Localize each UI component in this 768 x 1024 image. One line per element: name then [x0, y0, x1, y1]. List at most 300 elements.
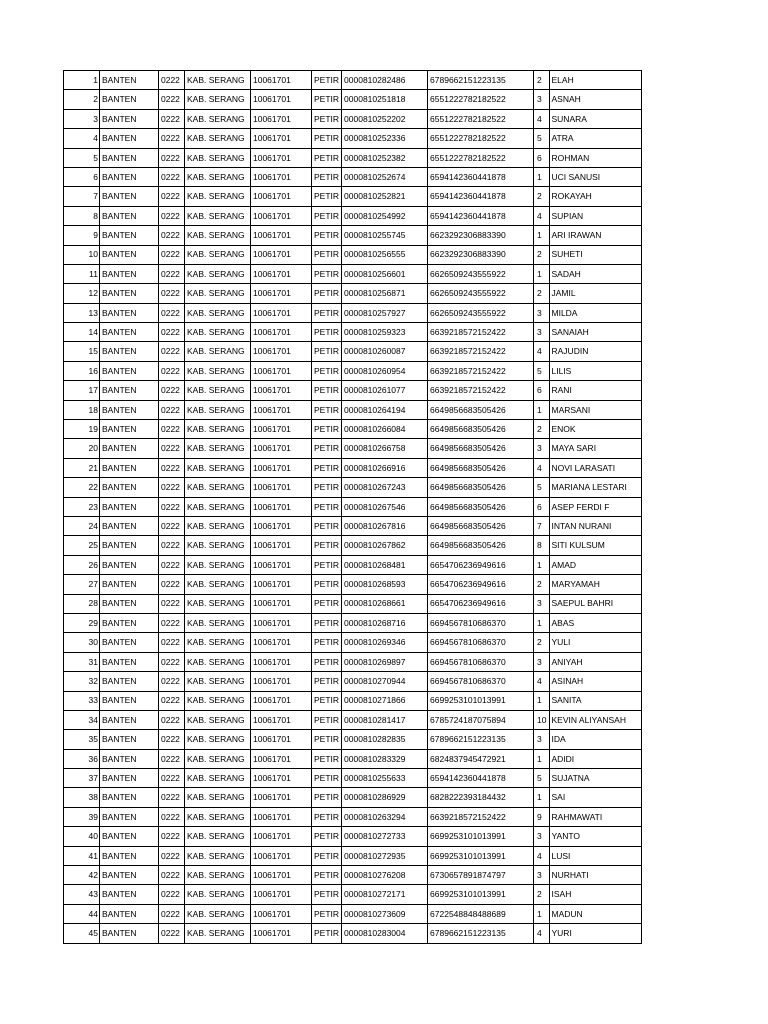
- order-cell: 2: [534, 284, 549, 303]
- nik-cell: 6694567810686370: [428, 652, 534, 671]
- district-cell: PETIR: [312, 730, 342, 749]
- regency-cell: KAB. SERANG: [185, 788, 251, 807]
- table-row: [64, 284, 642, 303]
- npsn-cell: 10061701: [251, 206, 312, 225]
- province-cell: BANTEN: [100, 187, 159, 206]
- number-cell: 0000810268716: [342, 613, 428, 632]
- table-row: [64, 478, 642, 497]
- number-cell: 0000810283329: [342, 749, 428, 768]
- row-number: 34: [64, 710, 100, 729]
- nik-cell: 6639218572152422: [428, 323, 534, 342]
- district-cell: PETIR: [312, 187, 342, 206]
- nik-cell: 6699253101013991: [428, 885, 534, 904]
- number-cell: 0000810255745: [342, 226, 428, 245]
- number-cell: 0000810266084: [342, 420, 428, 439]
- name-cell: LILIS: [549, 361, 641, 380]
- npsn-cell: 10061701: [251, 323, 312, 342]
- nik-cell: 6594142360441878: [428, 769, 534, 788]
- number-cell: 0000810273609: [342, 904, 428, 923]
- name-cell: MADUN: [549, 904, 641, 923]
- province-cell: BANTEN: [100, 129, 159, 148]
- nik-cell: 6694567810686370: [428, 633, 534, 652]
- district-cell: PETIR: [312, 575, 342, 594]
- table-row: [64, 400, 642, 419]
- order-cell: 9: [534, 807, 549, 826]
- number-cell: 0000810272733: [342, 827, 428, 846]
- name-cell: SADAH: [549, 264, 641, 283]
- name-cell: IDA: [549, 730, 641, 749]
- regency-cell: KAB. SERANG: [185, 264, 251, 283]
- district-cell: PETIR: [312, 866, 342, 885]
- table-row: [64, 575, 642, 594]
- name-cell: SUPIAN: [549, 206, 641, 225]
- number-cell: 0000810252202: [342, 109, 428, 128]
- province-cell: BANTEN: [100, 555, 159, 574]
- name-cell: AMAD: [549, 555, 641, 574]
- province-cell: BANTEN: [100, 148, 159, 167]
- nik-cell: 6785724187075894: [428, 710, 534, 729]
- number-cell: 0000810267243: [342, 478, 428, 497]
- province-cell: BANTEN: [100, 749, 159, 768]
- province-cell: BANTEN: [100, 90, 159, 109]
- name-cell: ADIDI: [549, 749, 641, 768]
- province-cell: BANTEN: [100, 400, 159, 419]
- name-cell: ISAH: [549, 885, 641, 904]
- name-cell: ELAH: [549, 71, 641, 90]
- npsn-cell: 10061701: [251, 187, 312, 206]
- province-cell: BANTEN: [100, 536, 159, 555]
- district-cell: PETIR: [312, 594, 342, 613]
- code-cell: 0222: [159, 245, 185, 264]
- npsn-cell: 10061701: [251, 109, 312, 128]
- nik-cell: 6722548848488689: [428, 904, 534, 923]
- regency-cell: KAB. SERANG: [185, 245, 251, 264]
- province-cell: BANTEN: [100, 226, 159, 245]
- number-cell: 0000810252336: [342, 129, 428, 148]
- name-cell: SUJATNA: [549, 769, 641, 788]
- row-number: 14: [64, 323, 100, 342]
- row-number: 21: [64, 458, 100, 477]
- order-cell: 3: [534, 827, 549, 846]
- province-cell: BANTEN: [100, 652, 159, 671]
- order-cell: 3: [534, 303, 549, 322]
- district-cell: PETIR: [312, 129, 342, 148]
- npsn-cell: 10061701: [251, 846, 312, 865]
- order-cell: 4: [534, 458, 549, 477]
- number-cell: 0000810252674: [342, 167, 428, 186]
- district-cell: PETIR: [312, 536, 342, 555]
- row-number: 12: [64, 284, 100, 303]
- order-cell: 6: [534, 497, 549, 516]
- regency-cell: KAB. SERANG: [185, 691, 251, 710]
- number-cell: 0000810252821: [342, 187, 428, 206]
- district-cell: PETIR: [312, 827, 342, 846]
- npsn-cell: 10061701: [251, 691, 312, 710]
- number-cell: 0000810268481: [342, 555, 428, 574]
- name-cell: NURHATI: [549, 866, 641, 885]
- npsn-cell: 10061701: [251, 439, 312, 458]
- district-cell: PETIR: [312, 807, 342, 826]
- row-number: 24: [64, 516, 100, 535]
- district-cell: PETIR: [312, 148, 342, 167]
- regency-cell: KAB. SERANG: [185, 633, 251, 652]
- nik-cell: 6654706236949616: [428, 555, 534, 574]
- npsn-cell: 10061701: [251, 885, 312, 904]
- row-number: 28: [64, 594, 100, 613]
- province-cell: BANTEN: [100, 516, 159, 535]
- district-cell: PETIR: [312, 439, 342, 458]
- name-cell: MARIANA LESTARI: [549, 478, 641, 497]
- name-cell: ROHMAN: [549, 148, 641, 167]
- nik-cell: 6594142360441878: [428, 206, 534, 225]
- district-cell: PETIR: [312, 904, 342, 923]
- province-cell: BANTEN: [100, 206, 159, 225]
- row-number: 44: [64, 904, 100, 923]
- table-row: [64, 71, 642, 90]
- nik-cell: 6639218572152422: [428, 342, 534, 361]
- code-cell: 0222: [159, 749, 185, 768]
- order-cell: 3: [534, 323, 549, 342]
- npsn-cell: 10061701: [251, 497, 312, 516]
- table-row: [64, 730, 642, 749]
- number-cell: 0000810255633: [342, 769, 428, 788]
- district-cell: PETIR: [312, 478, 342, 497]
- number-cell: 0000810256871: [342, 284, 428, 303]
- name-cell: MILDA: [549, 303, 641, 322]
- code-cell: 0222: [159, 788, 185, 807]
- regency-cell: KAB. SERANG: [185, 400, 251, 419]
- table-row: [64, 187, 642, 206]
- npsn-cell: 10061701: [251, 672, 312, 691]
- district-cell: PETIR: [312, 924, 342, 943]
- district-cell: PETIR: [312, 342, 342, 361]
- table-row: [64, 361, 642, 380]
- code-cell: 0222: [159, 109, 185, 128]
- name-cell: SAI: [549, 788, 641, 807]
- row-number: 26: [64, 555, 100, 574]
- code-cell: 0222: [159, 536, 185, 555]
- table-row: [64, 497, 642, 516]
- table-row: [64, 846, 642, 865]
- row-number: 30: [64, 633, 100, 652]
- number-cell: 0000810260954: [342, 361, 428, 380]
- order-cell: 3: [534, 866, 549, 885]
- province-cell: BANTEN: [100, 284, 159, 303]
- name-cell: ATRA: [549, 129, 641, 148]
- order-cell: 1: [534, 555, 549, 574]
- nik-cell: 6649856683505426: [428, 458, 534, 477]
- order-cell: 5: [534, 361, 549, 380]
- order-cell: 3: [534, 652, 549, 671]
- number-cell: 0000810286929: [342, 788, 428, 807]
- province-cell: BANTEN: [100, 303, 159, 322]
- name-cell: ASNAH: [549, 90, 641, 109]
- province-cell: BANTEN: [100, 594, 159, 613]
- number-cell: 0000810271866: [342, 691, 428, 710]
- number-cell: 0000810263294: [342, 807, 428, 826]
- name-cell: SAEPUL BAHRI: [549, 594, 641, 613]
- npsn-cell: 10061701: [251, 730, 312, 749]
- regency-cell: KAB. SERANG: [185, 71, 251, 90]
- number-cell: 0000810282835: [342, 730, 428, 749]
- table-row: [64, 323, 642, 342]
- regency-cell: KAB. SERANG: [185, 148, 251, 167]
- regency-cell: KAB. SERANG: [185, 769, 251, 788]
- nik-cell: 6639218572152422: [428, 361, 534, 380]
- district-cell: PETIR: [312, 633, 342, 652]
- npsn-cell: 10061701: [251, 284, 312, 303]
- number-cell: 0000810266758: [342, 439, 428, 458]
- order-cell: 4: [534, 342, 549, 361]
- regency-cell: KAB. SERANG: [185, 594, 251, 613]
- nik-cell: 6551222782182522: [428, 90, 534, 109]
- province-cell: BANTEN: [100, 672, 159, 691]
- nik-cell: 6639218572152422: [428, 381, 534, 400]
- name-cell: ROKAYAH: [549, 187, 641, 206]
- code-cell: 0222: [159, 167, 185, 186]
- nik-cell: 6626509243555922: [428, 284, 534, 303]
- name-cell: YULI: [549, 633, 641, 652]
- npsn-cell: 10061701: [251, 807, 312, 826]
- npsn-cell: 10061701: [251, 749, 312, 768]
- data-table: [63, 70, 642, 944]
- row-number: 2: [64, 90, 100, 109]
- number-cell: 0000810264194: [342, 400, 428, 419]
- row-number: 6: [64, 167, 100, 186]
- table-row: [64, 90, 642, 109]
- row-number: 4: [64, 129, 100, 148]
- district-cell: PETIR: [312, 769, 342, 788]
- nik-cell: 6551222782182522: [428, 109, 534, 128]
- province-cell: BANTEN: [100, 323, 159, 342]
- name-cell: ABAS: [549, 613, 641, 632]
- code-cell: 0222: [159, 458, 185, 477]
- regency-cell: KAB. SERANG: [185, 672, 251, 691]
- number-cell: 0000810256601: [342, 264, 428, 283]
- number-cell: 0000810272171: [342, 885, 428, 904]
- district-cell: PETIR: [312, 710, 342, 729]
- row-number: 29: [64, 613, 100, 632]
- number-cell: 0000810276208: [342, 866, 428, 885]
- code-cell: 0222: [159, 652, 185, 671]
- npsn-cell: 10061701: [251, 613, 312, 632]
- name-cell: MARYAMAH: [549, 575, 641, 594]
- order-cell: 2: [534, 420, 549, 439]
- order-cell: 3: [534, 594, 549, 613]
- number-cell: 0000810254992: [342, 206, 428, 225]
- regency-cell: KAB. SERANG: [185, 323, 251, 342]
- code-cell: 0222: [159, 846, 185, 865]
- number-cell: 0000810281417: [342, 710, 428, 729]
- table-row: [64, 109, 642, 128]
- code-cell: 0222: [159, 769, 185, 788]
- number-cell: 0000810267816: [342, 516, 428, 535]
- district-cell: PETIR: [312, 323, 342, 342]
- order-cell: 8: [534, 536, 549, 555]
- row-number: 3: [64, 109, 100, 128]
- code-cell: 0222: [159, 478, 185, 497]
- npsn-cell: 10061701: [251, 769, 312, 788]
- npsn-cell: 10061701: [251, 652, 312, 671]
- nik-cell: 6828222393184432: [428, 788, 534, 807]
- regency-cell: KAB. SERANG: [185, 710, 251, 729]
- table-row: [64, 129, 642, 148]
- table-row: [64, 788, 642, 807]
- code-cell: 0222: [159, 691, 185, 710]
- npsn-cell: 10061701: [251, 361, 312, 380]
- order-cell: 1: [534, 904, 549, 923]
- npsn-cell: 10061701: [251, 381, 312, 400]
- nik-cell: 6626509243555922: [428, 303, 534, 322]
- table-row: [64, 264, 642, 283]
- number-cell: 0000810256555: [342, 245, 428, 264]
- code-cell: 0222: [159, 633, 185, 652]
- code-cell: 0222: [159, 555, 185, 574]
- province-cell: BANTEN: [100, 866, 159, 885]
- order-cell: 4: [534, 924, 549, 943]
- regency-cell: KAB. SERANG: [185, 516, 251, 535]
- table-body: [64, 71, 642, 944]
- row-number: 45: [64, 924, 100, 943]
- nik-cell: 6699253101013991: [428, 846, 534, 865]
- row-number: 10: [64, 245, 100, 264]
- row-number: 40: [64, 827, 100, 846]
- code-cell: 0222: [159, 807, 185, 826]
- order-cell: 6: [534, 381, 549, 400]
- row-number: 32: [64, 672, 100, 691]
- regency-cell: KAB. SERANG: [185, 226, 251, 245]
- district-cell: PETIR: [312, 672, 342, 691]
- order-cell: 5: [534, 478, 549, 497]
- row-number: 35: [64, 730, 100, 749]
- order-cell: 4: [534, 846, 549, 865]
- province-cell: BANTEN: [100, 497, 159, 516]
- order-cell: 5: [534, 129, 549, 148]
- table-row: [64, 342, 642, 361]
- number-cell: 0000810252382: [342, 148, 428, 167]
- regency-cell: KAB. SERANG: [185, 303, 251, 322]
- province-cell: BANTEN: [100, 109, 159, 128]
- table-row: [64, 439, 642, 458]
- nik-cell: 6649856683505426: [428, 439, 534, 458]
- number-cell: 0000810268661: [342, 594, 428, 613]
- table-row: [64, 381, 642, 400]
- regency-cell: KAB. SERANG: [185, 90, 251, 109]
- province-cell: BANTEN: [100, 381, 159, 400]
- code-cell: 0222: [159, 497, 185, 516]
- order-cell: 1: [534, 749, 549, 768]
- code-cell: 0222: [159, 575, 185, 594]
- row-number: 41: [64, 846, 100, 865]
- table-row: [64, 904, 642, 923]
- npsn-cell: 10061701: [251, 129, 312, 148]
- npsn-cell: 10061701: [251, 264, 312, 283]
- district-cell: PETIR: [312, 109, 342, 128]
- nik-cell: 6699253101013991: [428, 691, 534, 710]
- regency-cell: KAB. SERANG: [185, 187, 251, 206]
- number-cell: 0000810260087: [342, 342, 428, 361]
- table-row: [64, 652, 642, 671]
- regency-cell: KAB. SERANG: [185, 478, 251, 497]
- code-cell: 0222: [159, 730, 185, 749]
- table-row: [64, 594, 642, 613]
- regency-cell: KAB. SERANG: [185, 652, 251, 671]
- regency-cell: KAB. SERANG: [185, 536, 251, 555]
- district-cell: PETIR: [312, 885, 342, 904]
- province-cell: BANTEN: [100, 769, 159, 788]
- code-cell: 0222: [159, 904, 185, 923]
- row-number: 42: [64, 866, 100, 885]
- province-cell: BANTEN: [100, 361, 159, 380]
- code-cell: 0222: [159, 381, 185, 400]
- table-row: [64, 807, 642, 826]
- district-cell: PETIR: [312, 613, 342, 632]
- code-cell: 0222: [159, 303, 185, 322]
- order-cell: 1: [534, 167, 549, 186]
- regency-cell: KAB. SERANG: [185, 284, 251, 303]
- district-cell: PETIR: [312, 788, 342, 807]
- nik-cell: 6730657891874797: [428, 866, 534, 885]
- province-cell: BANTEN: [100, 613, 159, 632]
- row-number: 20: [64, 439, 100, 458]
- province-cell: BANTEN: [100, 807, 159, 826]
- province-cell: BANTEN: [100, 827, 159, 846]
- code-cell: 0222: [159, 264, 185, 283]
- district-cell: PETIR: [312, 303, 342, 322]
- district-cell: PETIR: [312, 90, 342, 109]
- nik-cell: 6649856683505426: [428, 478, 534, 497]
- row-number: 15: [64, 342, 100, 361]
- code-cell: 0222: [159, 594, 185, 613]
- code-cell: 0222: [159, 90, 185, 109]
- nik-cell: 6649856683505426: [428, 497, 534, 516]
- table-row: [64, 303, 642, 322]
- order-cell: 2: [534, 187, 549, 206]
- table-row: [64, 226, 642, 245]
- regency-cell: KAB. SERANG: [185, 206, 251, 225]
- number-cell: 0000810272935: [342, 846, 428, 865]
- name-cell: RAHMAWATI: [549, 807, 641, 826]
- row-number: 22: [64, 478, 100, 497]
- table-row: [64, 885, 642, 904]
- row-number: 33: [64, 691, 100, 710]
- regency-cell: KAB. SERANG: [185, 904, 251, 923]
- code-cell: 0222: [159, 516, 185, 535]
- province-cell: BANTEN: [100, 245, 159, 264]
- code-cell: 0222: [159, 323, 185, 342]
- number-cell: 0000810261077: [342, 381, 428, 400]
- code-cell: 0222: [159, 361, 185, 380]
- name-cell: SITI KULSUM: [549, 536, 641, 555]
- regency-cell: KAB. SERANG: [185, 129, 251, 148]
- regency-cell: KAB. SERANG: [185, 613, 251, 632]
- code-cell: 0222: [159, 672, 185, 691]
- table-row: [64, 672, 642, 691]
- province-cell: BANTEN: [100, 633, 159, 652]
- district-cell: PETIR: [312, 846, 342, 865]
- nik-cell: 6789662151223135: [428, 924, 534, 943]
- regency-cell: KAB. SERANG: [185, 575, 251, 594]
- nik-cell: 6626509243555922: [428, 264, 534, 283]
- province-cell: BANTEN: [100, 710, 159, 729]
- regency-cell: KAB. SERANG: [185, 167, 251, 186]
- district-cell: PETIR: [312, 458, 342, 477]
- npsn-cell: 10061701: [251, 400, 312, 419]
- table-row: [64, 749, 642, 768]
- name-cell: SANAIAH: [549, 323, 641, 342]
- npsn-cell: 10061701: [251, 633, 312, 652]
- province-cell: BANTEN: [100, 458, 159, 477]
